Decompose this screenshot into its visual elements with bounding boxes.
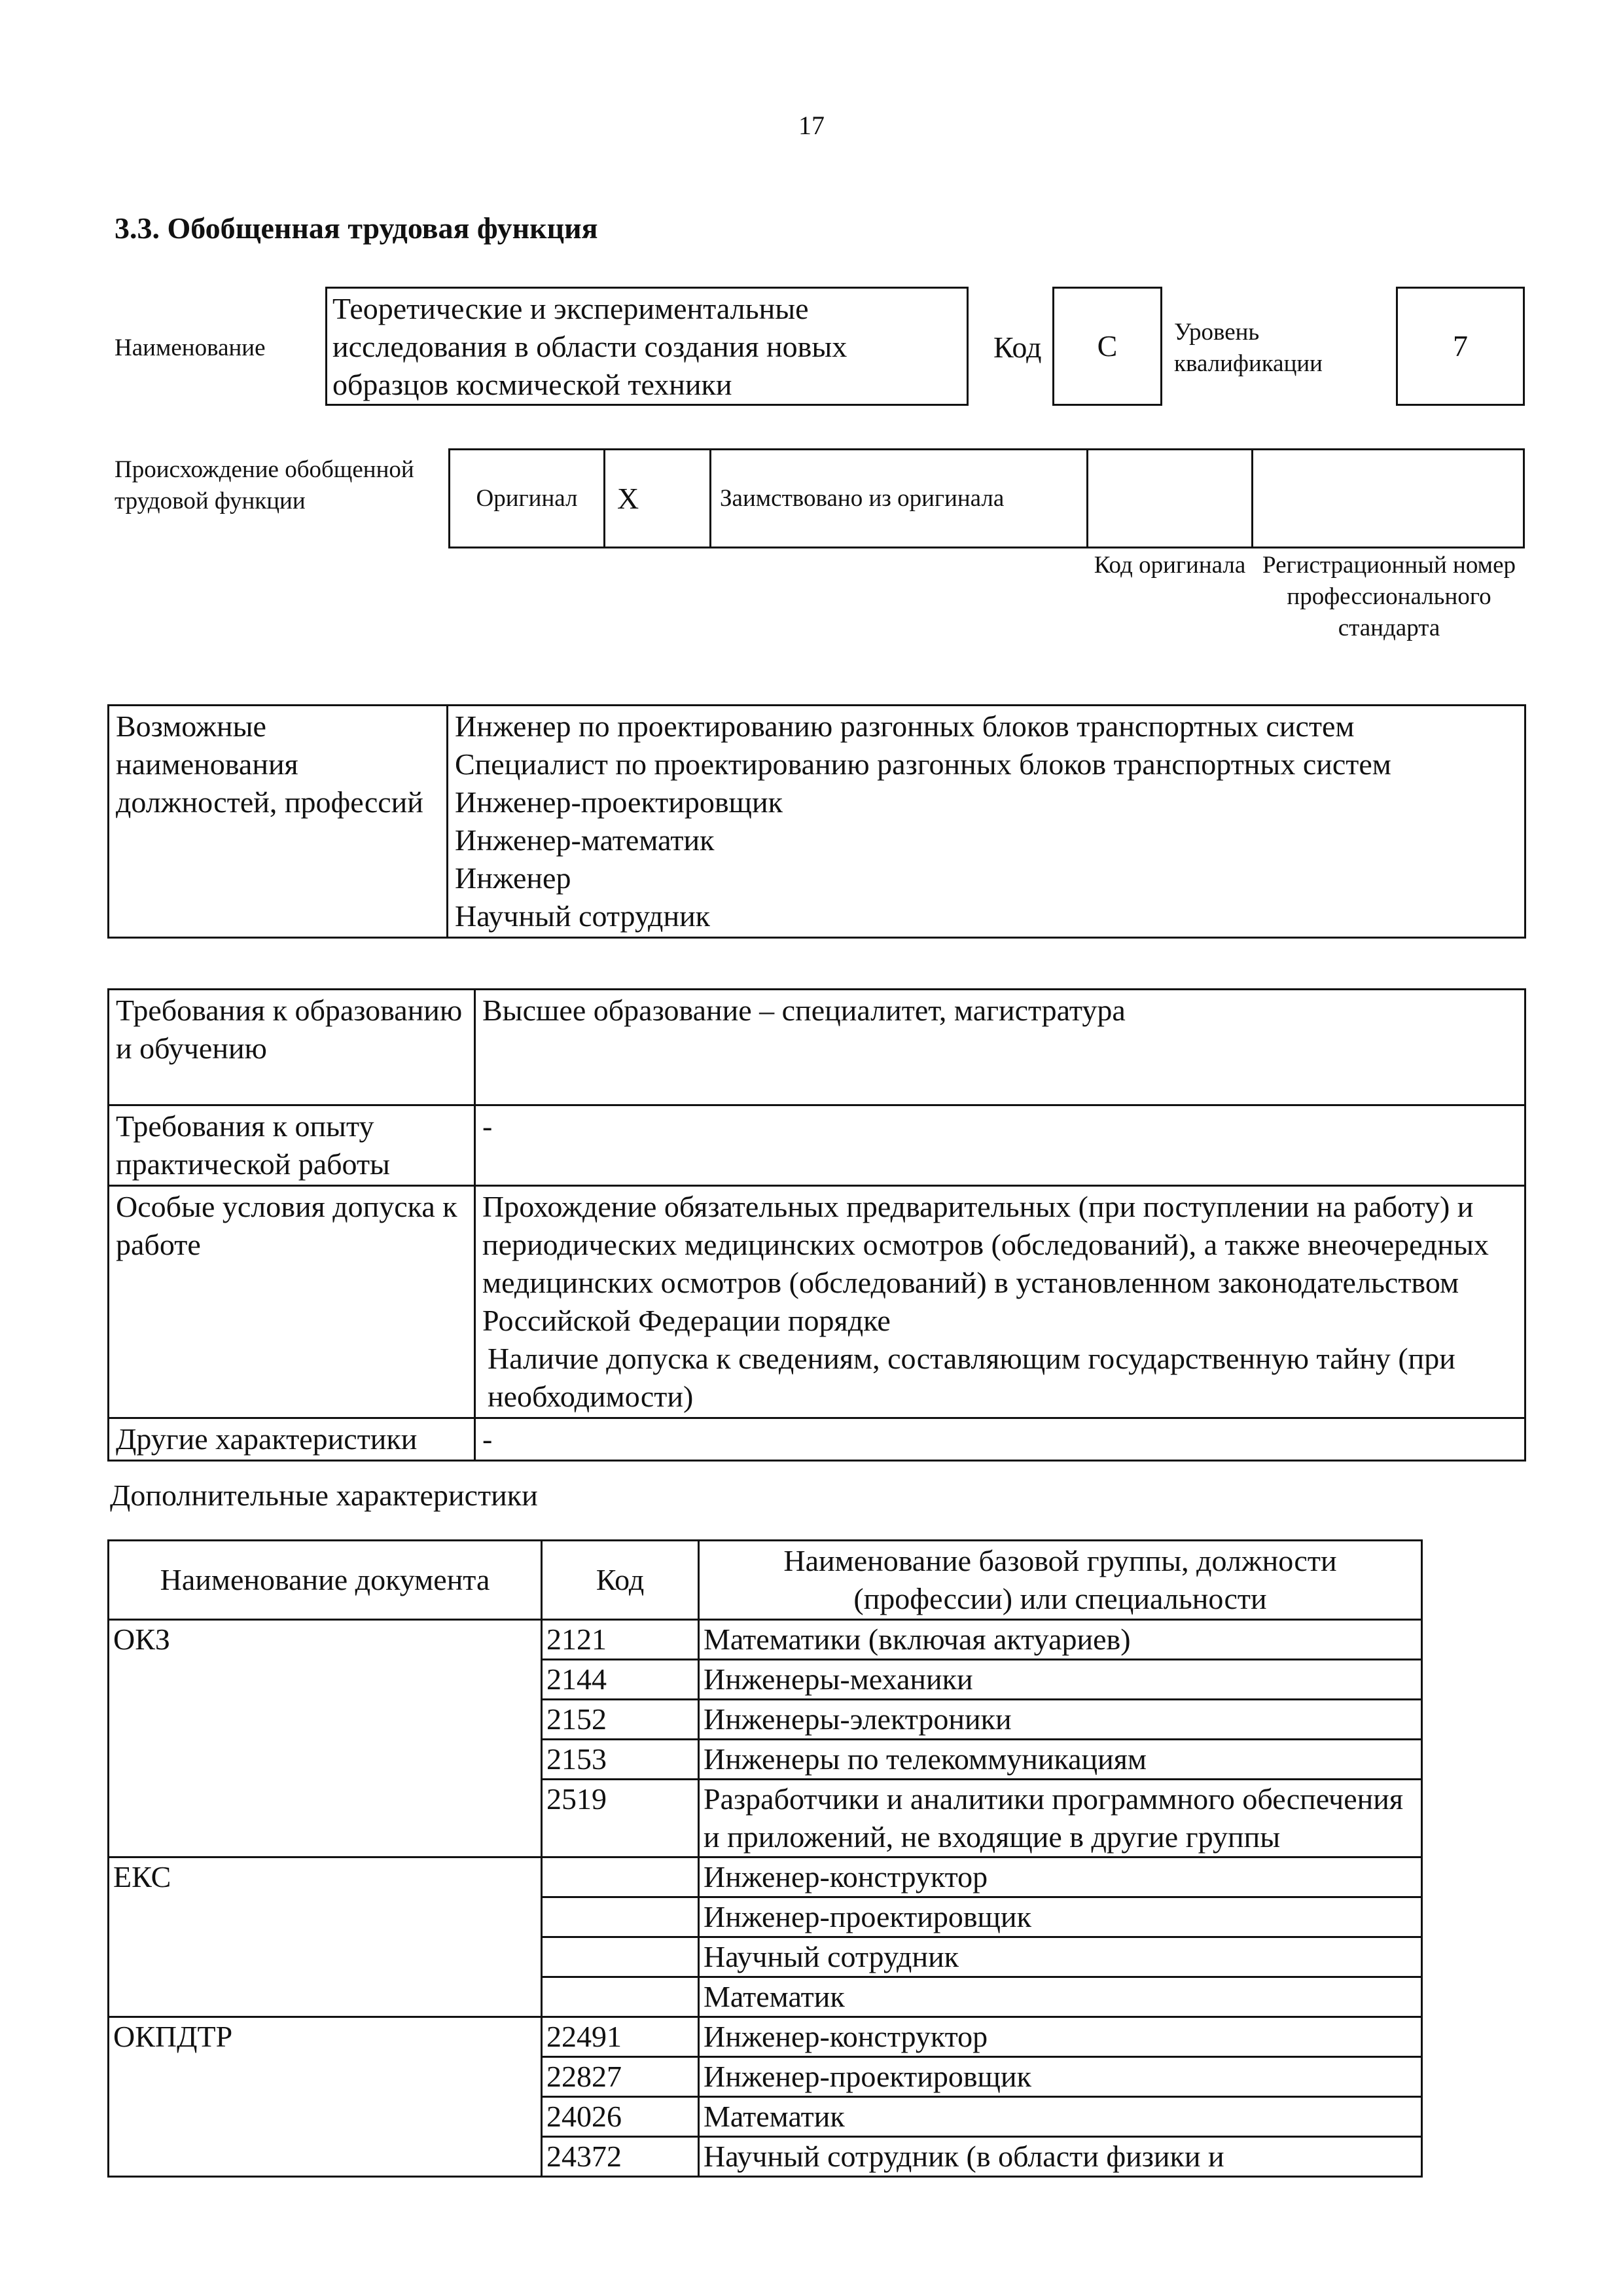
doc-name: ОКПДТР <box>109 2017 542 2177</box>
origin-original-mark: X <box>617 481 639 515</box>
row-name: Научный сотрудник <box>699 1937 1422 1977</box>
row-name: Математик <box>699 1977 1422 2017</box>
origin-original-label: Оригинал <box>476 484 578 512</box>
header-name: Наименование базовой группы, должности (профессии) или специальности <box>699 1541 1422 1620</box>
origin-borrowed-label: Заимствовано из оригинала <box>720 484 1005 512</box>
requirement-value: - <box>475 1105 1525 1186</box>
row-name: Инженер-проектировщик <box>699 1897 1422 1937</box>
row-code: 2144 <box>542 1660 699 1700</box>
row-name: Инженеры по телекоммуникациям <box>699 1740 1422 1780</box>
row-code <box>542 1897 699 1937</box>
row-code: 24026 <box>542 2097 699 2137</box>
positions-label: Возможные наименования должностей, профессий <box>109 706 448 938</box>
row-code: 24372 <box>542 2137 699 2177</box>
row-name: Математики (включая актуариев) <box>699 1620 1422 1660</box>
doc-name: ЕКС <box>109 1857 542 2017</box>
additional-title: Дополнительные характеристики <box>110 1479 538 1512</box>
function-name-box <box>325 287 969 406</box>
row-name: Инженер-конструктор <box>699 2017 1422 2057</box>
level-label: Уровень квалификации <box>1174 319 1323 377</box>
row-code <box>542 1937 699 1977</box>
requirement-label: Требования к образованию и обучению <box>109 990 475 1105</box>
origin-divider <box>1086 448 1088 548</box>
row-name: Инженер-проектировщик <box>699 2057 1422 2097</box>
requirement-row <box>109 1105 1525 1186</box>
level-value: 7 <box>1453 329 1468 363</box>
row-code: 2519 <box>542 1780 699 1857</box>
table-row <box>109 2017 1422 2057</box>
code-value: C <box>1097 329 1118 363</box>
row-name: Инженер-конструктор <box>699 1857 1422 1897</box>
row-code <box>542 1977 699 2017</box>
header-code: Код <box>542 1541 699 1620</box>
origin-divider <box>1251 448 1253 548</box>
requirement-value <box>475 1186 1525 1418</box>
row-code <box>542 1857 699 1897</box>
origin-label: Происхождение обобщенной трудовой функции <box>115 456 414 514</box>
row-name: Научный сотрудник (в области физики и <box>699 2137 1422 2177</box>
table-row <box>109 1857 1422 1897</box>
requirement-label: Требования к опыту практической работы <box>109 1105 475 1186</box>
section-title: 3.3. Обобщенная трудовая функция <box>115 211 598 245</box>
position-item: Инженер-проектировщик <box>455 785 783 819</box>
name-label: Наименование <box>115 334 266 361</box>
requirement-paragraph: Прохождение обязательных предварительных (при поступлении на работу) и периодических медицинских осмотров (обследований), а также внеочередных медицинских осмотров (обследований) в установленном законодательством Российской Федерации порядке <box>482 1190 1489 1337</box>
row-name: Инженеры-электроники <box>699 1700 1422 1740</box>
origin-divider <box>709 448 711 548</box>
requirement-paragraph: Наличие допуска к сведениям, составляющим государственную тайну (при необходимости) <box>488 1342 1455 1413</box>
positions-list <box>448 706 1525 938</box>
code-box <box>1052 287 1162 406</box>
row-code: 2121 <box>542 1620 699 1660</box>
row-code: 2153 <box>542 1740 699 1780</box>
position-item: Инженер-математик <box>455 823 715 857</box>
positions-table <box>107 704 1526 939</box>
additional-table <box>107 1539 1423 2178</box>
row-name: Разработчики и аналитики программного обеспечения и приложений, не входящие в другие группы <box>699 1780 1422 1857</box>
code-label: Код <box>993 331 1042 364</box>
row-code: 2152 <box>542 1700 699 1740</box>
function-name-value: Теоретические и экспериментальные исследования в области создания новых образцов космической техники <box>332 292 847 401</box>
header-doc: Наименование документа <box>109 1541 542 1620</box>
code-original-caption: Код оригинала <box>1094 552 1246 579</box>
table-row <box>109 1620 1422 1660</box>
position-item: Инженер по проектированию разгонных блоков транспортных систем <box>455 709 1355 743</box>
requirement-value: - <box>475 1418 1525 1461</box>
reg-number-caption: Регистрационный номер профессионального стандарта <box>1262 552 1516 641</box>
row-name: Математик <box>699 2097 1422 2137</box>
page-number: 17 <box>798 111 825 140</box>
level-box <box>1396 287 1525 406</box>
requirements-table <box>107 988 1526 1462</box>
requirement-label: Другие характеристики <box>109 1418 475 1461</box>
doc-name: ОКЗ <box>109 1620 542 1857</box>
row-code: 22827 <box>542 2057 699 2097</box>
row-code: 22491 <box>542 2017 699 2057</box>
position-item: Инженер <box>455 861 571 895</box>
position-item: Специалист по проектированию разгонных блоков транспортных систем <box>455 747 1391 781</box>
row-name: Инженеры-механики <box>699 1660 1422 1700</box>
requirement-row <box>109 990 1525 1105</box>
requirement-label: Особые условия допуска к работе <box>109 1186 475 1418</box>
requirement-row <box>109 1418 1525 1461</box>
position-item: Научный сотрудник <box>455 899 711 933</box>
requirement-row <box>109 1186 1525 1418</box>
requirement-value: Высшее образование – специалитет, магистратура <box>475 990 1525 1105</box>
